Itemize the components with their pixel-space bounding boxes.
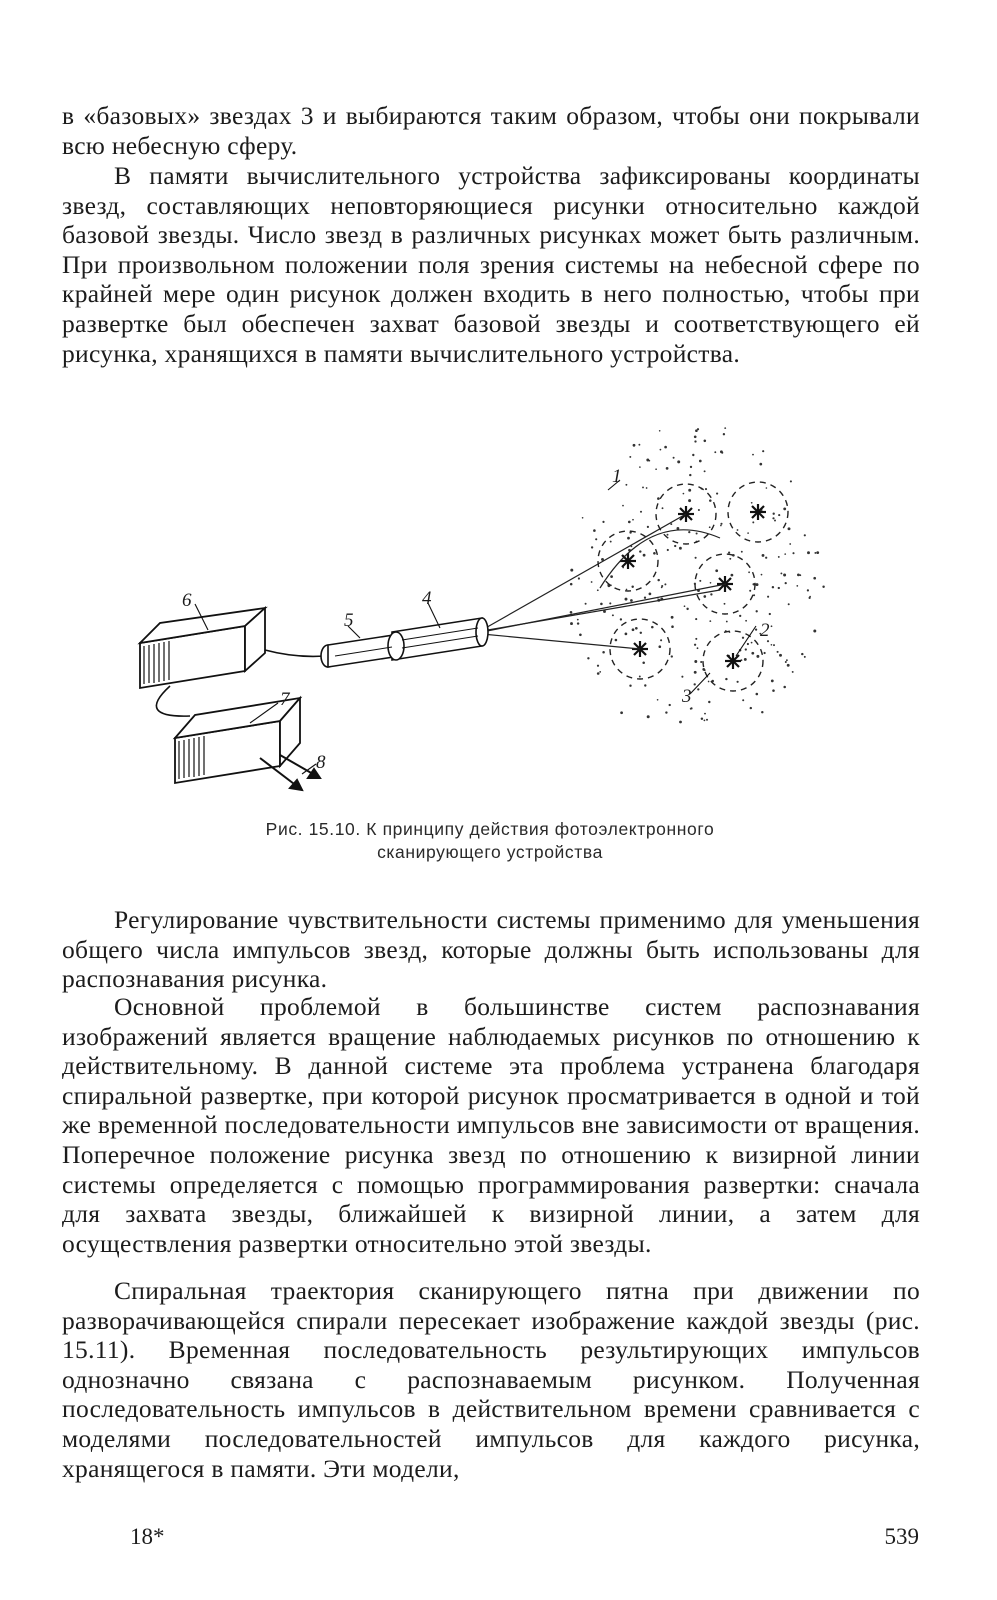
field-dot xyxy=(625,598,628,601)
field-dot xyxy=(642,486,644,488)
field-dot xyxy=(785,661,787,663)
field-dot xyxy=(642,661,645,664)
field-dot xyxy=(792,552,794,554)
scan-arc xyxy=(600,530,720,588)
field-dot xyxy=(600,603,603,606)
field-dot xyxy=(703,595,706,598)
field-dot xyxy=(585,603,587,605)
field-dot xyxy=(647,715,650,718)
field-dot xyxy=(610,541,612,543)
field-dot xyxy=(612,614,614,616)
field-dot xyxy=(761,711,763,713)
field-dot xyxy=(570,583,573,586)
field-dot xyxy=(640,511,642,513)
field-dot xyxy=(785,582,787,584)
field-dot xyxy=(756,610,758,612)
field-dot xyxy=(633,444,636,447)
field-dot xyxy=(748,571,750,573)
field-dot xyxy=(792,671,794,673)
field-dot xyxy=(671,616,674,619)
paragraph-2: В памяти вычислительного устройства зафиксированы координаты звезд, составляющих неповторяющиеся рисунки относительно каждой базовой звезды. Число звезд в различных рисунках может быть различным. При произвольном положении поля зрения системы на небесной сфере по крайней мере один рисунок должен входить в него полностью, чтобы при развертке был обеспечен захват базовой звезды и соответствующего ей рисунка, хранящихся в памяти вычислительного устройства. xyxy=(62,161,920,368)
field-dot xyxy=(790,480,792,482)
field-dot xyxy=(695,429,698,432)
field-dot xyxy=(694,440,696,442)
field-dot xyxy=(664,583,666,585)
field-dot xyxy=(595,538,597,540)
label-3: 3 xyxy=(682,686,692,707)
field-dot xyxy=(778,556,780,558)
field-dot xyxy=(666,467,669,470)
field-dot xyxy=(715,569,718,572)
field-dot xyxy=(716,493,718,495)
field-dot xyxy=(783,686,786,689)
field-dot xyxy=(714,451,716,453)
field-dot xyxy=(701,717,703,719)
field-dot xyxy=(625,633,628,636)
field-dot xyxy=(774,520,776,522)
field-dot xyxy=(766,487,768,489)
field-dot xyxy=(788,603,790,605)
field-dot xyxy=(704,470,706,472)
field-dot xyxy=(686,608,688,610)
field-dot xyxy=(657,699,659,701)
field-dot xyxy=(646,459,649,462)
field-dot xyxy=(694,660,697,663)
field-dot xyxy=(773,644,775,646)
field-dot xyxy=(698,509,700,511)
field-dot xyxy=(690,708,692,710)
field-dot xyxy=(789,543,791,545)
field-dot xyxy=(804,534,806,536)
field-dot xyxy=(705,488,707,490)
field-dot xyxy=(729,558,731,560)
field-dot xyxy=(660,449,662,451)
field-dot xyxy=(661,587,663,589)
field-dot xyxy=(570,622,573,625)
field-dot xyxy=(610,575,613,578)
field-dot xyxy=(704,720,706,722)
field-dot xyxy=(772,586,774,588)
field-dot xyxy=(628,521,631,524)
field-dot xyxy=(674,545,676,547)
field-dot xyxy=(799,574,801,576)
field-dot xyxy=(669,704,671,706)
field-dot xyxy=(772,689,775,692)
figure-caption xyxy=(160,818,820,864)
field-dot xyxy=(577,619,579,621)
field-dot xyxy=(769,613,771,615)
field-dot xyxy=(689,474,691,476)
field-dot xyxy=(651,626,654,629)
field-dot xyxy=(667,534,669,536)
field-dot xyxy=(752,521,754,523)
field-dot xyxy=(677,460,680,463)
field-dot xyxy=(673,457,675,459)
field-dot xyxy=(639,676,641,678)
page-signature: 18* xyxy=(130,1524,165,1549)
field-dot xyxy=(632,628,635,631)
field-dot xyxy=(659,430,661,432)
field-dot xyxy=(779,654,782,657)
field-dot xyxy=(771,680,774,683)
field-dot xyxy=(667,549,669,551)
field-dot xyxy=(703,669,705,671)
field-dot xyxy=(664,446,667,449)
cable xyxy=(265,650,325,656)
field-dot xyxy=(602,651,605,654)
paragraph-1: в «базовых» звездах 3 и выбираются таким образом, чтобы они покрывали всю небесную сферу. xyxy=(62,101,920,160)
field-dot xyxy=(764,652,766,654)
field-dot xyxy=(809,596,811,598)
field-dot xyxy=(699,580,701,582)
field-dot xyxy=(649,593,652,596)
field-dot xyxy=(822,585,824,587)
field-dot xyxy=(744,658,747,661)
field-dot xyxy=(771,625,773,627)
field-dot xyxy=(630,599,633,602)
field-dot xyxy=(587,657,589,659)
field-dot xyxy=(804,656,806,658)
block-7 xyxy=(175,698,300,783)
field-dot xyxy=(688,499,691,502)
field-dot xyxy=(796,585,798,587)
field-dot xyxy=(597,665,599,667)
field-dot xyxy=(710,582,712,584)
field-dot xyxy=(747,532,749,534)
field-dot xyxy=(644,684,646,686)
field-dot xyxy=(640,632,642,634)
field-dot xyxy=(679,547,682,550)
field-dot xyxy=(756,655,759,658)
label-2: 2 xyxy=(760,620,770,641)
label-8: 8 xyxy=(316,752,326,773)
field-dot xyxy=(657,579,659,581)
field-dot xyxy=(690,466,692,468)
field-dot xyxy=(787,664,790,667)
field-dot xyxy=(632,519,634,521)
field-dot xyxy=(629,685,631,687)
field-dot xyxy=(644,597,646,599)
field-dot xyxy=(807,551,810,554)
field-dot xyxy=(771,644,773,646)
label-5: 5 xyxy=(344,610,354,631)
field-dot xyxy=(684,605,686,607)
field-dot xyxy=(745,620,747,622)
field-dot xyxy=(767,596,769,598)
view-ray xyxy=(482,590,720,631)
field-dot xyxy=(635,627,638,630)
field-dot xyxy=(692,454,694,456)
paragraph-4: Основной проблемой в большинстве систем распознавания изображений является вращение наблюдаемых рисунков по отношению к действительному. В данной системе эта проблема устранена благодаря спиральной развертке, при которой рисунок просматривается в одной и той же временной последовательности импульсов вне зависимости от вращения. Поперечное положение рисунка звезд по отношению к визирной линии системы определяется с помощью программирования развертки: сначала для захвата звезды, ближайшей к визирной линии, а затем для осуществления развертки относительно этой звезды. xyxy=(62,992,920,1258)
field-dot xyxy=(671,655,673,657)
field-dot xyxy=(762,554,765,557)
caption-line-2: сканирующего устройства xyxy=(377,842,603,862)
field-dot xyxy=(577,622,579,624)
field-dot xyxy=(783,574,786,577)
field-dot xyxy=(597,672,600,675)
field-dot xyxy=(704,713,706,715)
field-dot xyxy=(582,517,584,519)
star-icon xyxy=(725,653,741,669)
field-dot xyxy=(784,553,786,555)
field-dot xyxy=(626,589,628,591)
field-dot xyxy=(662,507,664,509)
field-dot xyxy=(724,603,726,605)
field-dot xyxy=(751,652,754,655)
field-dot xyxy=(755,629,757,631)
field-dot xyxy=(728,552,730,554)
field-dot xyxy=(778,587,780,589)
label-1: 1 xyxy=(612,466,622,487)
field-dot xyxy=(695,618,697,620)
view-ray xyxy=(482,634,640,649)
field-dot xyxy=(741,551,743,553)
field-dot xyxy=(696,532,698,534)
field-dot xyxy=(709,499,712,502)
field-dot xyxy=(695,557,697,559)
field-dot xyxy=(762,450,764,452)
field-dot xyxy=(620,618,622,620)
field-dot xyxy=(788,527,791,530)
field-dot xyxy=(665,711,667,713)
field-dot xyxy=(631,586,633,588)
field-dot xyxy=(602,521,604,523)
field-dot xyxy=(697,688,699,690)
field-dot xyxy=(694,671,697,674)
field-dot xyxy=(681,676,683,678)
field-dot xyxy=(773,513,775,515)
field-dot xyxy=(708,681,710,683)
field-dot xyxy=(653,552,656,555)
field-dot xyxy=(688,531,690,533)
field-dot xyxy=(765,557,767,559)
field-dot xyxy=(609,602,611,604)
field-dot xyxy=(615,639,618,642)
field-dot xyxy=(578,577,580,579)
field-dot xyxy=(737,681,739,683)
field-dot xyxy=(700,661,702,663)
field-dot xyxy=(739,615,741,617)
field-dot xyxy=(593,529,596,532)
field-dot xyxy=(756,693,759,696)
scanner-figure xyxy=(130,418,830,803)
paragraph-5: Спиральная траектория сканирующего пятна при движении по разворачивающейся спирали пересекает изображение каждой звезды (рис. 15.11). Временная последовательность результирующих импульсов однозначно связана с распознаваемым рисунком. Полученная последовательность импульсов в действительном времени сравнивается с моделями последовательностей импульсов для каждого рисунка, хранящегося в памяти. Эти модели, xyxy=(62,1276,920,1483)
field-dot xyxy=(710,593,712,595)
field-dot xyxy=(657,497,660,500)
star-icon xyxy=(750,504,766,520)
field-dot xyxy=(620,711,623,714)
field-dot xyxy=(777,651,779,653)
field-dot xyxy=(780,572,782,574)
field-dot xyxy=(579,633,582,636)
field-dot xyxy=(706,719,708,721)
field-dot xyxy=(694,683,696,685)
field-dot xyxy=(688,489,691,492)
field-dot xyxy=(625,484,627,486)
field-dot xyxy=(591,546,593,548)
field-dot xyxy=(699,460,702,463)
field-dot xyxy=(655,468,657,470)
field-dot xyxy=(597,589,599,591)
field-dot xyxy=(756,583,759,586)
field-dot xyxy=(694,435,697,438)
field-dot xyxy=(695,638,697,640)
field-dot xyxy=(747,643,749,645)
field-dot xyxy=(801,653,803,655)
field-dot xyxy=(761,574,763,576)
field-dot xyxy=(807,589,809,591)
field-dot xyxy=(683,493,685,495)
field-dot xyxy=(697,647,699,649)
field-dot xyxy=(658,645,661,648)
field-dot xyxy=(749,590,751,592)
field-dot xyxy=(751,502,753,504)
caption-line-1: Рис. 15.10. К принципу действия фотоэлектронного xyxy=(265,819,715,839)
field-dot xyxy=(724,427,726,429)
field-dot xyxy=(750,707,752,709)
field-dot xyxy=(708,701,710,703)
field-dot xyxy=(720,523,722,525)
field-dot xyxy=(670,523,672,525)
field-dot xyxy=(816,551,819,554)
cable xyxy=(156,686,190,716)
label-7: 7 xyxy=(280,689,290,710)
field-dot xyxy=(737,529,739,531)
field-dot xyxy=(783,507,786,510)
label-6: 6 xyxy=(182,590,192,611)
field-dot xyxy=(745,648,747,650)
field-dot xyxy=(797,574,800,577)
star-icon xyxy=(620,553,636,569)
field-dot xyxy=(570,611,573,614)
field-dot xyxy=(639,466,641,468)
field-dot xyxy=(709,526,711,528)
field-dot xyxy=(742,699,744,701)
field-dot xyxy=(786,659,788,661)
field-dot xyxy=(660,639,662,641)
field-dot xyxy=(627,537,630,540)
field-dot xyxy=(704,440,707,443)
field-dot xyxy=(639,550,641,552)
field-dot xyxy=(731,574,734,577)
field-dot xyxy=(570,569,573,572)
field-dot xyxy=(647,526,649,528)
field-dot xyxy=(813,630,816,633)
field-dot xyxy=(772,517,774,519)
field-dot xyxy=(723,433,725,435)
label-4: 4 xyxy=(422,588,432,609)
field-dot xyxy=(629,456,631,458)
field-dot xyxy=(694,644,696,646)
field-dot xyxy=(778,514,780,516)
field-dot xyxy=(671,625,674,628)
field-dot xyxy=(679,721,682,724)
field-dot xyxy=(752,454,754,456)
field-dot xyxy=(709,620,711,622)
field-dot xyxy=(759,463,762,466)
field-dot xyxy=(591,581,593,583)
field-dot xyxy=(646,487,648,489)
field-dot xyxy=(720,525,722,527)
field-dot xyxy=(638,444,640,446)
field-dot xyxy=(726,621,728,623)
field-dot xyxy=(643,554,646,557)
field-dot xyxy=(599,671,601,673)
field-dot xyxy=(622,505,624,507)
field-dot xyxy=(720,450,723,453)
field-dot xyxy=(742,637,744,639)
field-dot xyxy=(813,577,816,580)
page-number: 539 xyxy=(884,1524,919,1549)
field-dot xyxy=(814,552,816,554)
field-dot xyxy=(725,678,727,680)
field-dot xyxy=(751,642,753,644)
paragraph-3: Регулирование чувствительности системы применимо для уменьшения общего числа импульсов звезд, которые должны быть использованы для распознавания рисунка. xyxy=(62,905,920,994)
